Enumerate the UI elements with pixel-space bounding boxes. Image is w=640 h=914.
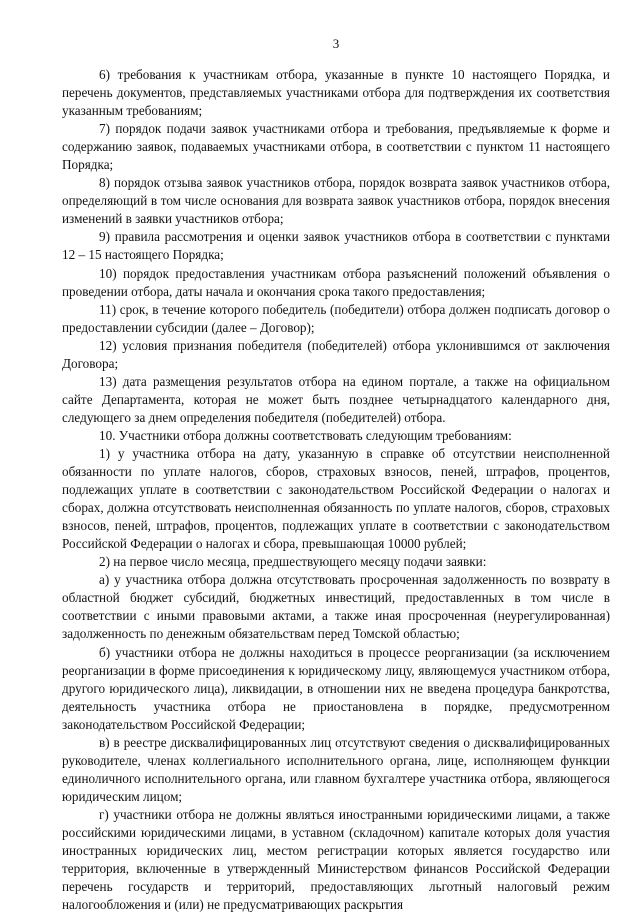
paragraph: 6) требования к участникам отбора, указанные в пункте 10 настоящего Порядка, и перечень документов, представляемых участниками отбора для подтверждения их соответствия указанным требованиям; bbox=[62, 67, 610, 119]
paragraph: 7) порядок подачи заявок участниками отбора и требования, предъявляемые к форме и содержанию заявок, подаваемых участниками отбора, в соответствии с пунктом 11 настоящего Порядка; bbox=[62, 121, 610, 173]
paragraph: 10. Участники отбора должны соответствовать следующим требованиям: bbox=[99, 427, 512, 443]
paragraph: г) участники отбора не должны являться иностранными юридическими лицами, а также российскими юридическими лицами, в уставном (складочном) капитале которых доля участия иностранных юридических лиц, местом регистрации которых является государство или территория, включенные в утвержденный Министерством финансов Российской Федерации перечень государств и территорий, предоставляющих льготный налоговый режим налогообложения и (или) не предусматривающих раскрытия bbox=[62, 806, 610, 913]
paragraph: 9) правила рассмотрения и оценки заявок участников отбора в соответствии с пунктами 12 – 15 настоящего Порядка; bbox=[62, 229, 610, 263]
document-body bbox=[62, 66, 610, 914]
paragraph: 13) дата размещения результатов отбора на едином портале, а также на официальном сайте Департамента, которая не может быть позднее четырнадцатого календарного дня, следующего за днем определения победителя (победителей) отбора. bbox=[62, 373, 610, 425]
paragraph: а) у участника отбора должна отсутствовать просроченная задолженность по возврату в областной бюджет субсидий, бюджетных инвестиций, предоставленных в том числе в соответствии с иными правовыми актами, а также иная просроченная (неурегулированная) задолженность по денежным обязательствам перед Томской областью; bbox=[62, 572, 610, 642]
paragraph: 2) на первое число месяца, предшествующего месяцу подачи заявки: bbox=[99, 554, 487, 570]
paragraph: 12) условия признания победителя (победителей) отбора уклонившимся от заключения Договора; bbox=[62, 337, 610, 371]
paragraph: 11) срок, в течение которого победитель (победители) отбора должен подписать договор о предоставлении субсидии (далее – Договор); bbox=[62, 301, 610, 335]
paragraph: б) участники отбора не должны находиться в процессе реорганизации (за исключением реорганизации в форме присоединения к юридическому лицу, являющемуся участником отбора, другого юридического лица), ликвидации, в отношении них не введена процедура банкротства, деятельность участника отбора не приостановлена в порядке, предусмотренном законодательством Российской Федерации; bbox=[62, 644, 610, 732]
paragraph: в) в реестре дисквалифицированных лиц отсутствуют сведения о дисквалифицированных руководителе, членах коллегиального исполнительного органа, лице, исполняющем функции единоличного исполнительного органа, или главном бухгалтере участника отбора, являющегося юридическим лицом; bbox=[62, 734, 610, 804]
paragraph: 8) порядок отзыва заявок участников отбора, порядок возврата заявок участников отбора, определяющий в том числе основания для возврата заявок участников отбора, порядок внесения изменений в заявки участников отбора; bbox=[62, 175, 610, 227]
paragraph: 10) порядок предоставления участникам отбора разъяснений положений объявления о проведении отбора, даты начала и окончания срока такого предоставления; bbox=[62, 265, 610, 299]
page-number: 3 bbox=[332, 36, 340, 51]
paragraph: 1) у участника отбора на дату, указанную в справке об отсутствии неисполненной обязанности по уплате налогов, сборов, страховых взносов, пеней, штрафов, процентов, подлежащих уплате в соответствии с законодательством Российской Федерации о налогах и сборах, должна отсутствовать неисполненная обязанность по уплате налогов, сборов, страховых взносов, пеней, штрафов, процентов, подлежащих уплате в соответствии с законодательством Российской Федерации о налогах и сбора, превышающая 10000 рублей; bbox=[62, 445, 610, 552]
